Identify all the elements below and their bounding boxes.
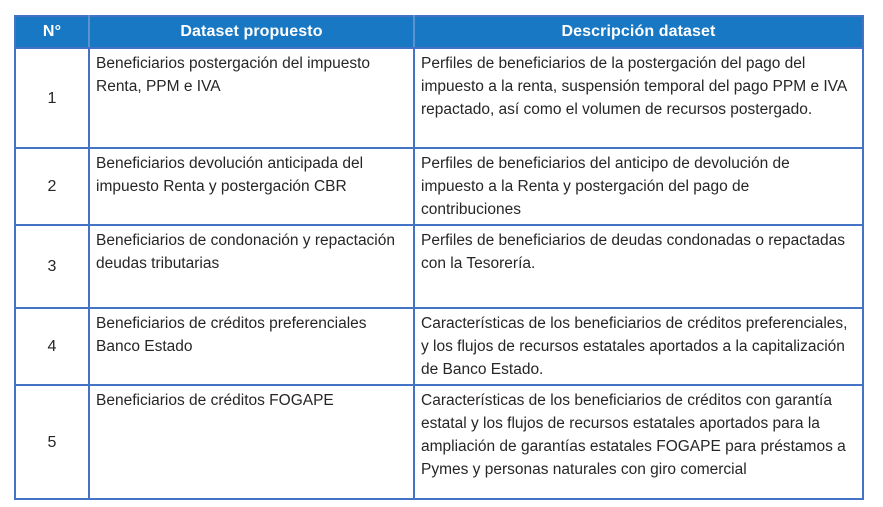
table-row bbox=[15, 148, 863, 225]
dataset-description-cell: Perfiles de beneficiarios del anticipo de devolución de impuesto a la Renta y postergación del pago de contribuciones bbox=[414, 148, 863, 225]
dataset-description-cell: Perfiles de beneficiarios de la postergación del pago del impuesto a la renta, suspensión temporal del pago PPM e IVA repactado, así como el volumen de recursos postergado. bbox=[414, 48, 863, 148]
dataset-name-cell: Beneficiarios de condonación y repactación deudas tributarias bbox=[89, 225, 414, 308]
table-header-row bbox=[15, 16, 863, 48]
dataset-name-cell: Beneficiarios postergación del impuesto Renta, PPM e IVA bbox=[89, 48, 414, 148]
proposed-datasets-table bbox=[14, 15, 864, 500]
table-row bbox=[15, 225, 863, 308]
row-number: 2 bbox=[15, 148, 89, 225]
table-row bbox=[15, 308, 863, 385]
table-body bbox=[15, 48, 863, 499]
row-number: 4 bbox=[15, 308, 89, 385]
row-number: 3 bbox=[15, 225, 89, 308]
column-header-descripcion-dataset: Descripción dataset bbox=[414, 16, 863, 48]
column-header-numero: N° bbox=[15, 16, 89, 48]
row-number: 5 bbox=[15, 385, 89, 499]
dataset-name-cell: Beneficiarios de créditos preferenciales Banco Estado bbox=[89, 308, 414, 385]
table-header bbox=[15, 16, 863, 48]
row-number: 1 bbox=[15, 48, 89, 148]
dataset-name-cell: Beneficiarios devolución anticipada del impuesto Renta y postergación CBR bbox=[89, 148, 414, 225]
table-row bbox=[15, 385, 863, 499]
column-header-dataset-propuesto: Dataset propuesto bbox=[89, 16, 414, 48]
dataset-description-cell: Características de los beneficiarios de créditos con garantía estatal y los flujos de recursos estatales aportados para la ampliación de garantías estatales FOGAPE para préstamos a Pymes y personas naturales con giro comercial bbox=[414, 385, 863, 499]
dataset-name-cell: Beneficiarios de créditos FOGAPE bbox=[89, 385, 414, 499]
dataset-description-cell: Características de los beneficiarios de créditos preferenciales, y los flujos de recursos estatales aportados a la capitalización de Banco Estado. bbox=[414, 308, 863, 385]
dataset-description-cell: Perfiles de beneficiarios de deudas condonadas o repactadas con la Tesorería. bbox=[414, 225, 863, 308]
table-row bbox=[15, 48, 863, 148]
